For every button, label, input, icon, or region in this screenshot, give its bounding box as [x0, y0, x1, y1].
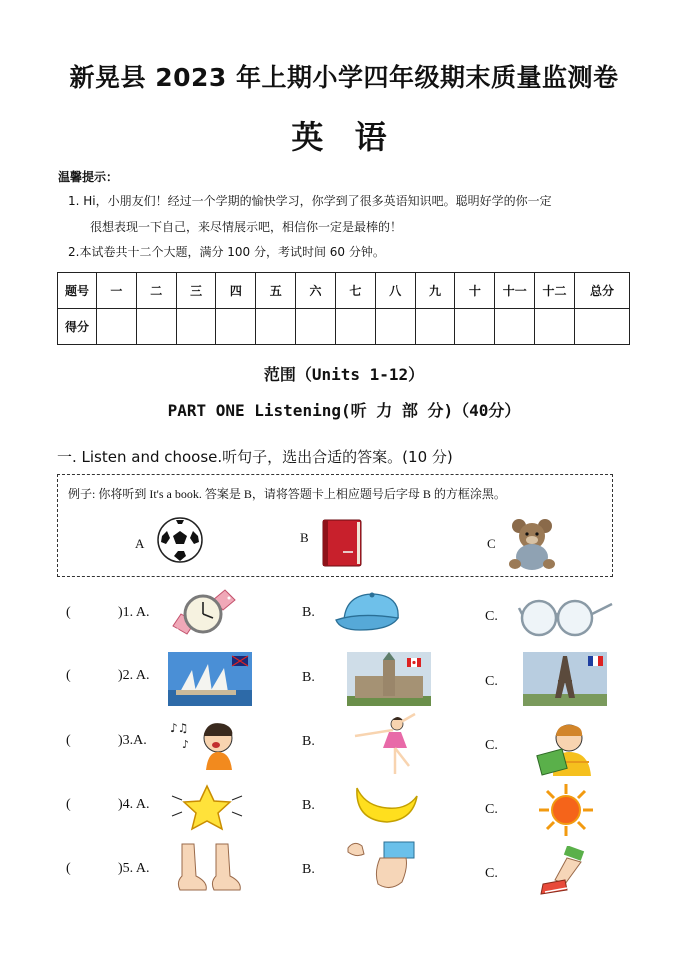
part-one-heading: PART ONE Listening(听 力 部 分)（40分） — [167, 401, 521, 420]
table-cell: 七 — [335, 273, 375, 309]
boy-singing-icon — [168, 718, 248, 772]
svg-text:♪: ♪ — [182, 738, 190, 751]
subject-title: 英 语 — [291, 118, 397, 156]
answer-paren-5[interactable]: ( — [66, 861, 71, 876]
answer-paren-3[interactable]: ( — [66, 733, 71, 748]
question-2-label: )2. A. — [118, 668, 150, 683]
girl-dancing-icon — [349, 712, 421, 778]
soccer-ball-icon — [156, 516, 204, 564]
score-table-header-row — [58, 273, 630, 309]
exam-title: 新晃县 2023 年上期小学四年级期末质量监测卷 — [69, 63, 619, 92]
example-letter-c: C — [487, 536, 496, 551]
table-cell: 五 — [256, 273, 296, 309]
option-c-label-1: C. — [485, 609, 498, 624]
answer-paren-2[interactable]: ( — [66, 668, 71, 683]
score-table — [57, 272, 630, 345]
tip-line-2: 2.本试卷共十二个大题，满分 100 分，考试时间 60 分钟。 — [68, 245, 385, 259]
table-cell: 九 — [415, 273, 455, 309]
boy-reading-icon — [535, 722, 601, 778]
example-letter-a: A — [135, 536, 145, 551]
tip-line-1-cont: 很想表现一下自己，来尽情展示吧，相信你一定是最棒的！ — [90, 220, 403, 234]
table-cell: 八 — [375, 273, 415, 309]
score-cell[interactable] — [335, 309, 375, 345]
glasses-icon — [517, 594, 615, 640]
moon-icon — [351, 780, 421, 828]
option-c-label-2: C. — [485, 674, 498, 689]
option-c-label-4: C. — [485, 802, 498, 817]
option-b-label-5: B. — [302, 862, 315, 877]
answer-paren-4[interactable]: ( — [66, 797, 71, 812]
table-cell: 得分 — [58, 309, 97, 345]
score-cell[interactable] — [415, 309, 455, 345]
question-4-label: )4. A. — [118, 797, 150, 812]
table-cell: 题号 — [58, 273, 97, 309]
option-b-label-2: B. — [302, 670, 315, 685]
score-cell[interactable] — [375, 309, 415, 345]
feet-icon — [172, 842, 244, 896]
leg-icon — [537, 846, 591, 898]
option-b-label-1: B. — [302, 605, 315, 620]
watch-icon — [165, 586, 240, 642]
table-cell: 十 — [455, 273, 495, 309]
question-1-label: )1. A. — [118, 605, 150, 620]
table-cell: 四 — [216, 273, 256, 309]
sun-icon — [535, 782, 597, 838]
option-c-label-3: C. — [485, 738, 498, 753]
example-text: 例子: 你将听到 It's a book. 答案是 B，请将答题卡上相应题号后字母 B 的方框涂黑。 — [68, 487, 506, 501]
score-cell[interactable] — [256, 309, 296, 345]
score-cell[interactable] — [136, 309, 176, 345]
table-cell: 六 — [296, 273, 336, 309]
units-range: 范围（Units 1-12） — [263, 365, 425, 384]
table-cell: 十二 — [535, 273, 575, 309]
table-cell: 一 — [97, 273, 137, 309]
score-cell[interactable] — [216, 309, 256, 345]
score-cell[interactable] — [495, 309, 535, 345]
cap-icon — [330, 590, 410, 638]
table-cell: 二 — [136, 273, 176, 309]
table-cell: 总分 — [575, 273, 630, 309]
answer-paren-1[interactable]: ( — [66, 605, 71, 620]
table-cell: 三 — [176, 273, 216, 309]
score-cell[interactable] — [535, 309, 575, 345]
section-1-title: 一. Listen and choose.听句子，选出合适的答案。(10 分) — [57, 448, 453, 466]
tips-heading: 温馨提示： — [58, 170, 119, 184]
canada-parliament-icon — [347, 652, 431, 706]
score-cell[interactable] — [296, 309, 336, 345]
svg-text:♪♫: ♪♫ — [170, 721, 189, 735]
score-table-score-row — [58, 309, 630, 345]
score-cell[interactable] — [97, 309, 137, 345]
example-letter-b: B — [300, 530, 309, 545]
teddy-bear-icon — [503, 516, 561, 572]
tip-line-1: 1. Hi，小朋友们！经过一个学期的愉快学习，你学到了很多英语知识吧。聪明好学的你一定 — [68, 194, 552, 208]
table-cell: 十一 — [495, 273, 535, 309]
star-icon — [168, 782, 246, 834]
knee-icon — [344, 838, 420, 892]
option-b-label-3: B. — [302, 734, 315, 749]
score-cell[interactable] — [455, 309, 495, 345]
sydney-opera-house-icon — [168, 652, 252, 706]
question-5-label: )5. A. — [118, 861, 150, 876]
option-c-label-5: C. — [485, 866, 498, 881]
score-cell[interactable] — [575, 309, 630, 345]
question-3-label: )3.A. — [118, 733, 147, 748]
option-b-label-4: B. — [302, 798, 315, 813]
score-cell[interactable] — [176, 309, 216, 345]
book-icon — [319, 517, 365, 569]
eiffel-tower-icon — [523, 652, 607, 706]
